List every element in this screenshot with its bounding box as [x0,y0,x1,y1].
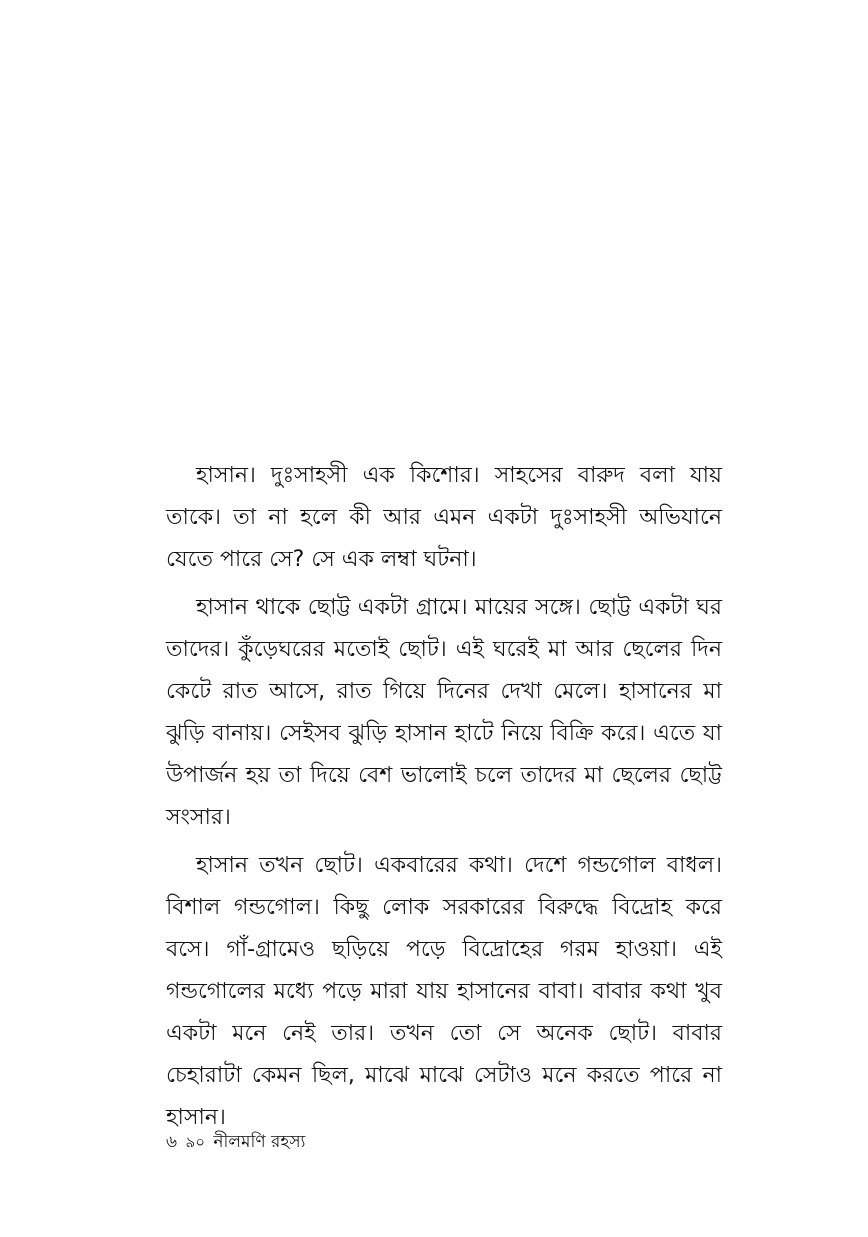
page-footer [166,1130,305,1154]
page-number: ৬ [166,1132,178,1152]
footer-ornament-icon: ৯০ [185,1133,205,1151]
book-title: নীলমণি রহস্য [213,1132,306,1152]
paragraph-1: হাসান। দুঃসাহসী এক কিশোর। সাহসের বারুদ বলা যায় তাকে। তা না হলে কী আর এমন একটা দুঃসাহসী অভিযানে যেতে পারে সে? সে এক লম্বা ঘটনা। [166,463,722,572]
body-text [166,455,722,1145]
paragraph-3: হাসান তখন ছোট। একবারের কথা। দেশে গন্ডগোল বাধল। বিশাল গন্ডগোল। কিছু লোক সরকারের বিরুদ্ধে বিদ্রোহ করে বসে। গাঁ-গ্রামেও ছড়িয়ে পড়ে বিদ্রোহের গরম হাওয়া। এই গন্ডগোলের মধ্যে পড়ে মারা যায় হাসানের বাবা। বাবার কথা খুব একটা মনে নেই তার। তখন তো সে অনেক ছোট। বাবার চেহারাটা কেমন ছিল, মাঝে মাঝে সেটাও মনে করতে পারে না হাসান। [166,853,722,1130]
paragraph-2: হাসান থাকে ছোট্ট একটা গ্রামে। মায়ের সঙ্গে। ছোট্ট একটা ঘর তাদের। কুঁড়েঘরের মতোই ছোট। এই ঘরেই মা আর ছেলের দিন কেটে রাত আসে, রাত গিয়ে দিনের দেখা মেলে। হাসানের মা ঝুড়ি বানায়। সেইসব ঝুড়ি হাসান হাটে নিয়ে বিক্রি করে। এতে যা উপার্জন হয় তা দিয়ে বেশ ভালোই চলে তাদের মা ছেলের ছোট্ট সংসার। [166,595,722,830]
